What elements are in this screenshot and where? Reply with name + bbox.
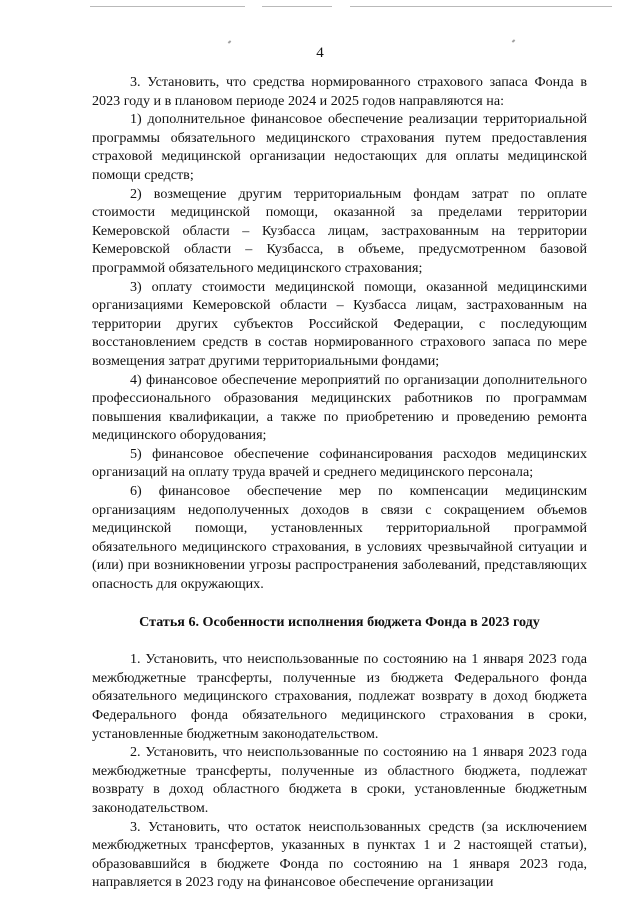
- paragraph-item-3: 3) оплату стоимости медицинской помощи, оказанной медицинскими организациями Кемеровской области – Кузбасса лицам, застрахованным на территории других субъектов Российской Федерации, с последующим восстановлением средств в состав нормированного страхового запаса по мере возмещения затрат другими территориальными фондами;: [92, 278, 587, 369]
- paragraph-item-2: 2) возмещение другим территориальным фондам затрат по оплате стоимости медицинской помощи, оказанной за пределами территории Кемеровской области – Кузбасса лицам, застрахованным на территории Кемеровской области – Кузбасса, в объеме, предусмотренном базовой программой обязательного медицинского страхования;: [92, 185, 587, 276]
- article-heading: Статья 6. Особенности исполнения бюджета Фонда в 2023 году: [139, 613, 540, 630]
- scan-speck: [512, 39, 516, 42]
- page-number: 4: [316, 45, 324, 61]
- scan-edge-line: [262, 6, 332, 7]
- scan-edge-line: [350, 6, 612, 7]
- article-paragraph-3: 3. Установить, что остаток неиспользованных средств (за исключением межбюджетных трансфертов, указанных в пунктах 1 и 2 настоящей статьи), образовавшийся в бюджете Фонда по состоянию на 1 января 2023 года, направляется в 2023 году на финансовое обеспечение организации: [92, 818, 587, 891]
- paragraph-item-1: 1) дополнительное финансовое обеспечение реализации территориальной программы обязательного медицинского страхования путем предоставления страховой медицинской организации недостающих для оплаты медицинской помощи средств;: [92, 111, 587, 183]
- scan-edge-line: [90, 6, 245, 7]
- paragraph-intro: 3. Установить, что средства нормированного страхового запаса Фонда в 2023 году и в плановом периоде 2024 и 2025 годов направляются на:: [92, 74, 587, 109]
- paragraph-item-6: 6) финансовое обеспечение мер по компенсации медицинским организациям недополученных доходов в связи с сокращением объемов медицинской помощи, установленных территориальной программой обязательного медицинского страхования, в условиях чрезвычайной ситуации и (или) при возникновении угрозы распространения заболеваний, представляющих опасность для окружающих.: [92, 483, 587, 593]
- article-paragraph-1: 1. Установить, что неиспользованные по состоянию на 1 января 2023 года межбюджетные трансферты, полученные из бюджета Федерального фонда обязательного медицинского страхования, подлежат возврату в доход бюджета Федерального фонда обязательного медицинского страхования в сроки, установленные бюджетным законодательством.: [92, 651, 587, 742]
- paragraph-item-4: 4) финансовое обеспечение мероприятий по организации дополнительного профессионального образования медицинских работников по программам повышения квалификации, а также по приобретению и проведению ремонта медицинского оборудования;: [92, 371, 587, 444]
- document-body: [92, 73, 587, 892]
- article-paragraph-2: 2. Установить, что неиспользованные по состоянию на 1 января 2023 года межбюджетные трансферты, полученные из областного бюджета, подлежат возврату в доход областного бюджета в сроки, установленные бюджетным законодательством.: [92, 744, 587, 816]
- paragraph-item-5: 5) финансовое обеспечение софинансирования расходов медицинских организаций на оплату труда врачей и среднего медицинского персонала;: [92, 445, 587, 481]
